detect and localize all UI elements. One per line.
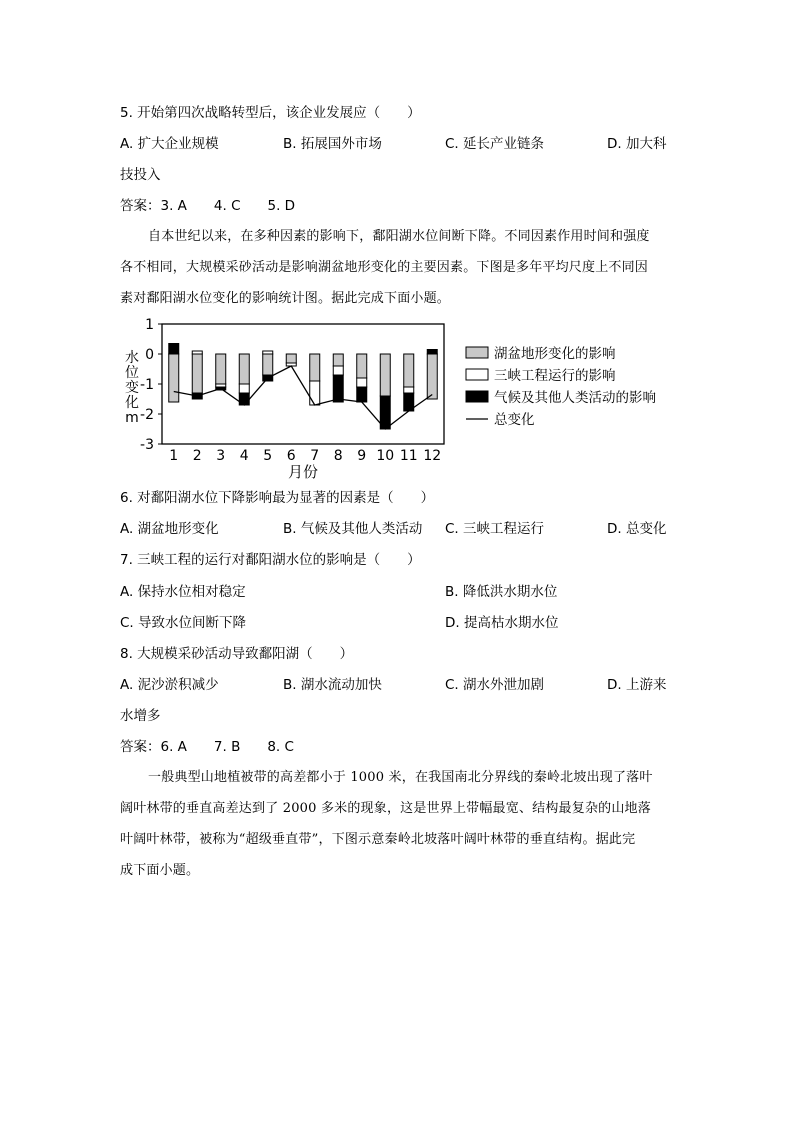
q6-stem: 6. 对鄱阳湖水位下降影响最为显著的因素是（ ） bbox=[120, 490, 435, 506]
legend bbox=[466, 345, 656, 428]
bar-segment bbox=[169, 354, 179, 402]
x-tick-label: 11 bbox=[399, 448, 418, 464]
passage1-line: 各不相同，大规模采砂活动是影响湖盆地形变化的主要因素。下图是多年平均尺度上不同因 bbox=[120, 260, 649, 275]
q7-option-b: B. 降低洪水期水位 bbox=[445, 584, 558, 600]
bar-segment bbox=[404, 354, 414, 387]
q6-option-c: C. 三峡工程运行 bbox=[445, 521, 545, 537]
passage2-line: 阔叶林带的垂直高差达到了 2000 多米的现象，这是世界上带幅最宽、结构最复杂的山地落 bbox=[120, 801, 651, 816]
x-tick-label: 5 bbox=[263, 448, 273, 464]
bar-segment bbox=[239, 384, 249, 393]
bar-segment bbox=[427, 350, 437, 355]
q8-option-b: B. 湖水流动加快 bbox=[283, 677, 382, 693]
bar-segment bbox=[310, 354, 320, 381]
passage2-line: 成下面小题。 bbox=[120, 863, 200, 878]
bar-segment bbox=[404, 387, 414, 393]
x-tick-label: 4 bbox=[239, 448, 249, 464]
passage1-line: 自本世纪以来，在多种因素的影响下，鄱阳湖水位间断下降。不同因素作用时间和强度 bbox=[148, 229, 650, 244]
legend-label: 气候及其他人类活动的影响 bbox=[494, 390, 656, 406]
bar-segment bbox=[357, 354, 367, 378]
y-tick-label: -2 bbox=[140, 407, 154, 423]
q6-option-a: A. 湖盆地形变化 bbox=[120, 521, 219, 537]
q7-option-c: C. 导致水位间断下降 bbox=[120, 615, 247, 631]
bar-segment bbox=[333, 354, 343, 366]
q8-option-d-continued: 水增多 bbox=[120, 708, 161, 724]
q6-option-b: B. 气候及其他人类活动 bbox=[283, 521, 423, 537]
x-axis-label: 月份 bbox=[287, 463, 319, 481]
x-tick-label: 7 bbox=[310, 448, 320, 464]
y-tick-label: -3 bbox=[140, 437, 154, 453]
total-change-line bbox=[174, 366, 433, 429]
q7-stem: 7. 三峡工程的运行对鄱阳湖水位的影响是（ ） bbox=[120, 552, 421, 568]
legend-swatch bbox=[466, 391, 488, 402]
y-axis-label-char: 位 bbox=[125, 365, 139, 381]
y-axis-label-char: 化 bbox=[125, 395, 139, 411]
y-axis-label-char: 变 bbox=[125, 380, 139, 396]
legend-label: 湖盆地形变化的影响 bbox=[494, 346, 616, 362]
bar-segment bbox=[169, 344, 179, 355]
passage2-line: 叶阔叶林带，被称为“超级垂直带”，下图示意秦岭北坡落叶阔叶林带的垂直结构。据此完 bbox=[120, 832, 636, 847]
bar-segment bbox=[263, 354, 273, 375]
answer-3-5: 答案：3. A 4. C 5. D bbox=[120, 198, 296, 214]
legend-swatch bbox=[466, 369, 488, 380]
x-tick-label: 2 bbox=[192, 448, 202, 464]
legend-label: 三峡工程运行的影响 bbox=[494, 368, 616, 384]
x-tick-label: 9 bbox=[357, 448, 367, 464]
q5-option-c: C. 延长产业链条 bbox=[445, 136, 545, 152]
bar-segment bbox=[263, 351, 273, 354]
bar-segment bbox=[239, 354, 249, 384]
y-axis-label-char: m bbox=[125, 410, 139, 426]
x-tick-label: 1 bbox=[169, 448, 179, 464]
answer-6-8: 答案：6. A 7. B 8. C bbox=[120, 739, 294, 755]
bar-segment bbox=[380, 354, 390, 396]
q7-option-a: A. 保持水位相对稳定 bbox=[120, 584, 246, 600]
bar-segment bbox=[333, 375, 343, 402]
bar-segment bbox=[216, 354, 226, 384]
y-axis-label bbox=[125, 349, 139, 426]
plot-frame bbox=[162, 324, 444, 444]
x-tick-label: 6 bbox=[286, 448, 296, 464]
passage2-line: 一般典型山地植被带的高差都小于 1000 米，在我国南北分界线的秦岭北坡出现了落叶 bbox=[148, 770, 653, 785]
q8-option-c: C. 湖水外泄加剧 bbox=[445, 677, 545, 693]
q8-option-d: D. 上游来 bbox=[607, 677, 667, 693]
x-tick-label: 12 bbox=[423, 448, 442, 464]
x-tick-label: 3 bbox=[216, 448, 226, 464]
y-tick-label: 0 bbox=[145, 347, 154, 363]
q5-option-b: B. 拓展国外市场 bbox=[283, 136, 382, 152]
q5-option-d: D. 加大科 bbox=[607, 136, 667, 152]
bar-segment bbox=[192, 354, 202, 393]
bar-segment bbox=[286, 354, 296, 363]
bar-segment bbox=[310, 381, 320, 405]
passage1-line: 素对鄱阳湖水位变化的影响统计图。据此完成下面小题。 bbox=[120, 291, 451, 306]
x-tick-label: 8 bbox=[333, 448, 343, 464]
water-level-chart bbox=[118, 312, 698, 484]
q8-option-a: A. 泥沙淤积减少 bbox=[120, 677, 219, 693]
bar-segment bbox=[357, 378, 367, 387]
q7-option-d: D. 提高枯水期水位 bbox=[445, 615, 559, 631]
bar-segment bbox=[357, 387, 367, 402]
y-tick-label: 1 bbox=[145, 317, 154, 333]
q8-stem: 8. 大规模采砂活动导致鄱阳湖（ ） bbox=[120, 646, 354, 662]
bar-segment bbox=[333, 366, 343, 375]
y-tick-label: -1 bbox=[140, 377, 154, 393]
q6-option-d: D. 总变化 bbox=[607, 521, 667, 537]
q5-option-a: A. 扩大企业规模 bbox=[120, 136, 219, 152]
y-axis-label-char: 水 bbox=[125, 350, 139, 366]
x-tick-label: 10 bbox=[376, 448, 395, 464]
q5-option-d-continued: 技投入 bbox=[120, 167, 161, 183]
bar-segment bbox=[427, 354, 437, 399]
legend-label: 总变化 bbox=[494, 412, 535, 428]
q5-stem: 5. 开始第四次战略转型后，该企业发展应（ ） bbox=[120, 105, 421, 121]
legend-swatch bbox=[466, 347, 488, 358]
bar-segment bbox=[192, 351, 202, 354]
